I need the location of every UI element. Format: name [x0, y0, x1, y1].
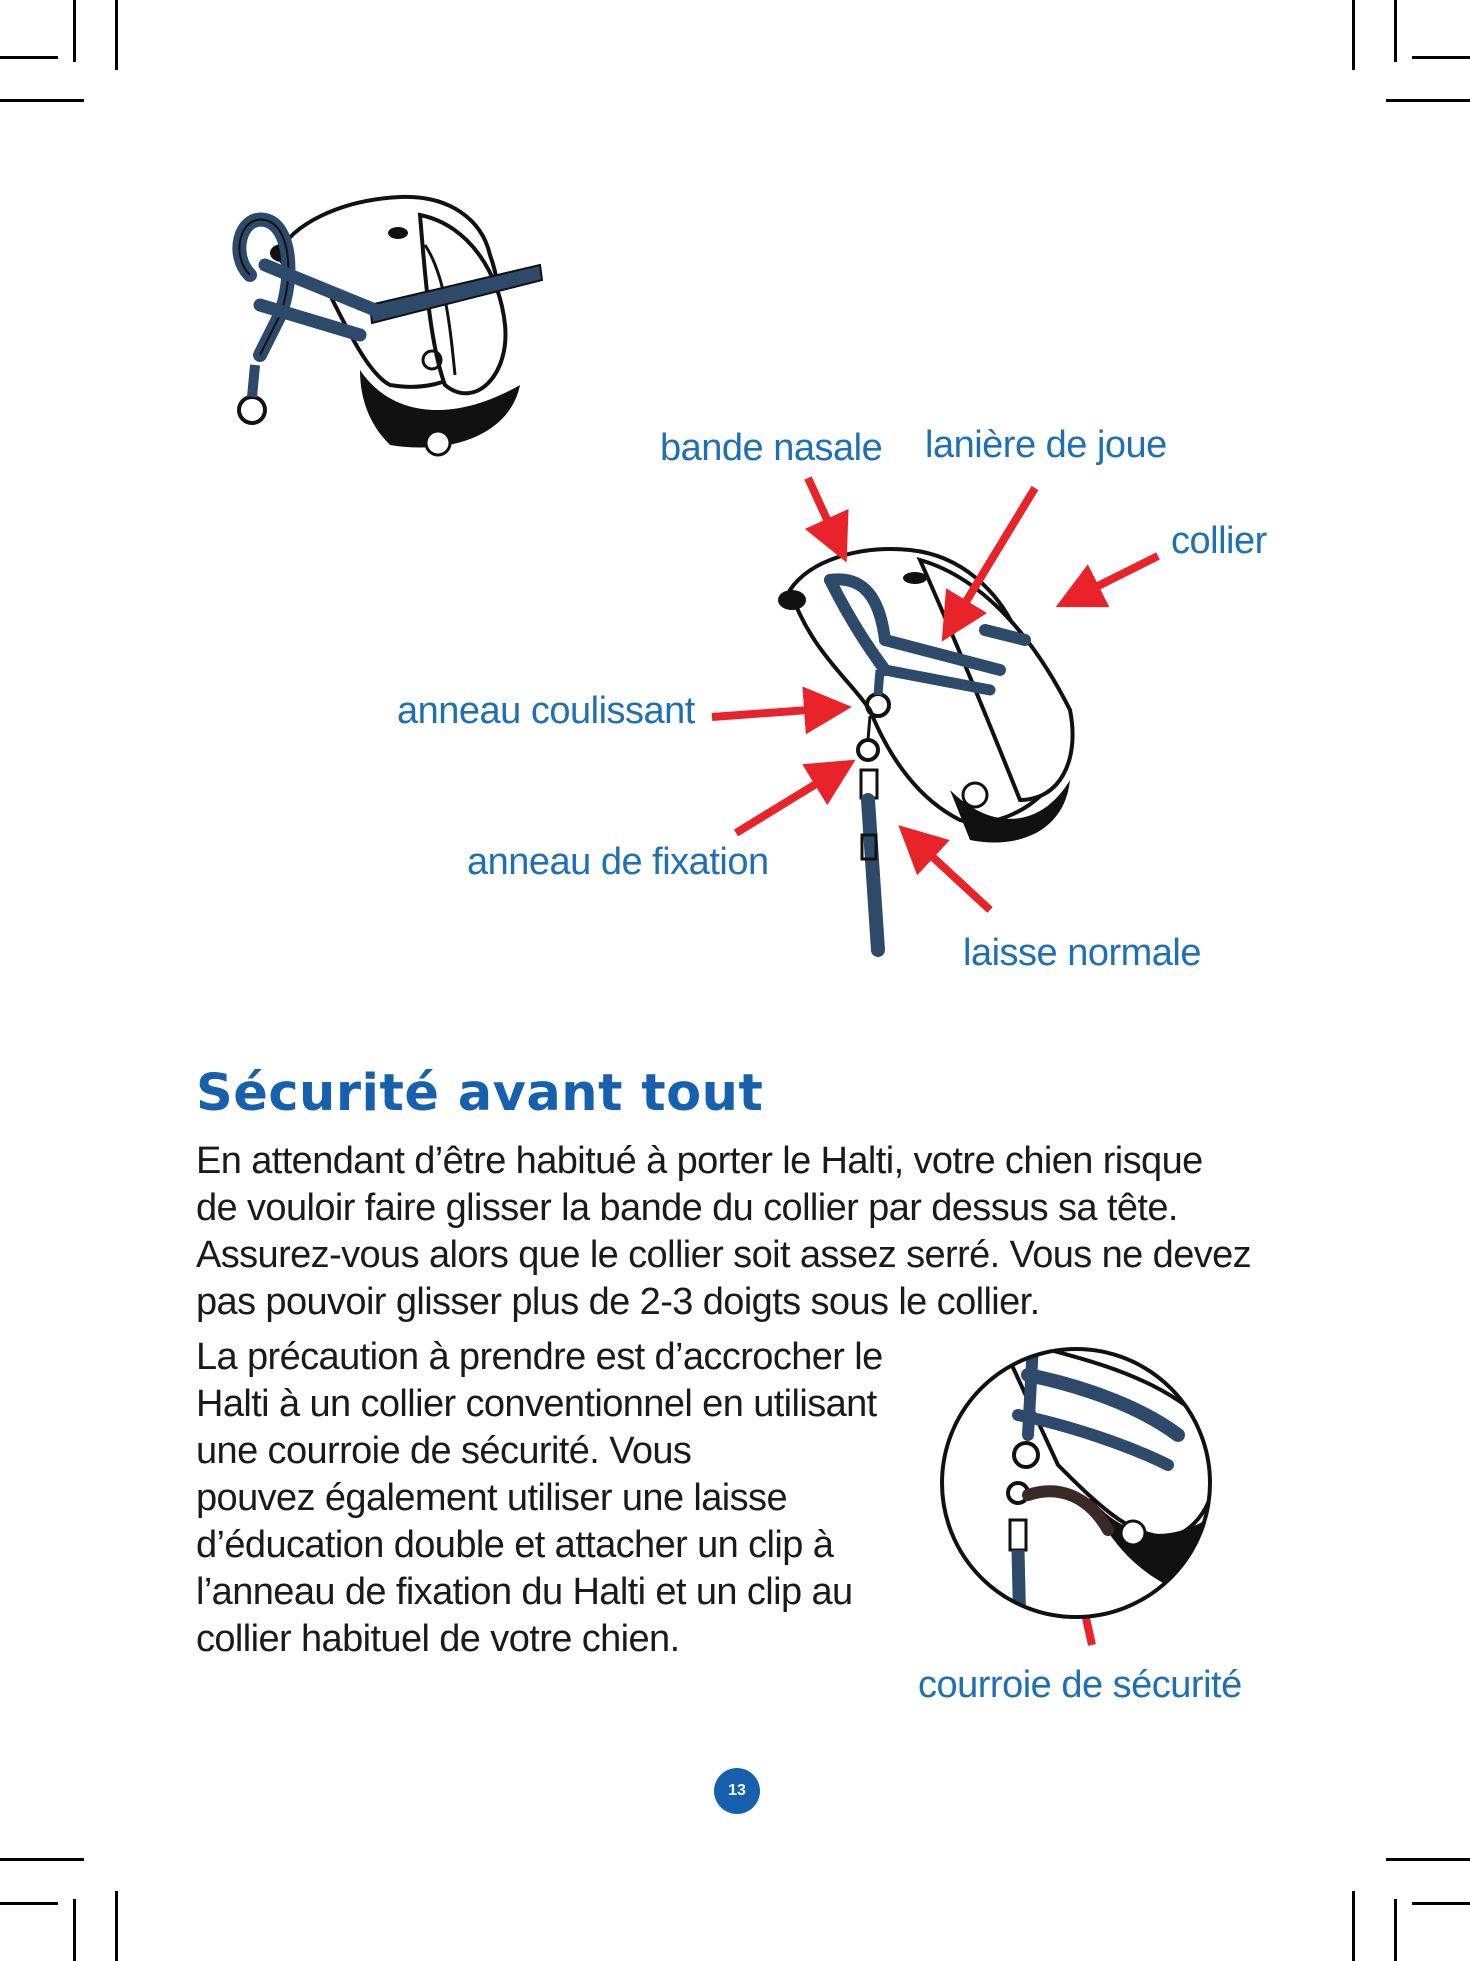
label-sliding-ring: anneau coulissant — [397, 690, 695, 732]
paragraph-1 — [196, 1138, 1251, 1326]
text-line: La précaution à prendre est d’accrocher le — [196, 1336, 883, 1378]
text-line: pouvez également utiliser une laisse — [196, 1477, 787, 1519]
label-cheek-strap: lanière de joue — [925, 424, 1167, 466]
text-line: pas pouvoir glisser plus de 2-3 doigts sous le collier. — [196, 1281, 1040, 1323]
text-line: une courroie de sécurité. Vous — [196, 1430, 692, 1472]
text-line: Assurez-vous alors que le collier soit assez serré. Vous ne devez — [196, 1234, 1252, 1276]
label-attachment-ring: anneau de fixation — [467, 841, 769, 883]
arrow-nose-band — [808, 478, 840, 548]
label-normal-leash: laisse normale — [963, 932, 1201, 974]
section-title: Sécurité avant tout — [196, 1064, 764, 1123]
text-line: de vouloir faire glisser la bande du collier par dessus sa tête. — [196, 1187, 1178, 1229]
arrow-attachment-ring — [736, 768, 842, 833]
text-line: Halti à un collier conventionnel en utilisant — [196, 1383, 877, 1425]
arrow-cheek-strap — [950, 488, 1035, 628]
text-line: d’éducation double et attacher un clip à — [196, 1524, 834, 1566]
safety-strap-illustration — [938, 1345, 1214, 1621]
paragraph-2 — [196, 1334, 883, 1663]
page-number-badge: 13 — [714, 1768, 760, 1814]
arrow-sliding-ring — [712, 708, 836, 717]
label-collar: collier — [1171, 520, 1267, 562]
arrow-normal-leash — [910, 836, 990, 910]
arrow-collar — [1070, 556, 1158, 600]
text-line: l’anneau de fixation du Halti et un clip au — [196, 1571, 853, 1613]
text-line: En attendant d’être habitué à porter le Halti, votre chien risque — [196, 1140, 1203, 1182]
label-nose-band: bande nasale — [660, 427, 883, 469]
label-safety-strap: courroie de sécurité — [918, 1664, 1242, 1706]
text-line: collier habituel de votre chien. — [196, 1618, 680, 1660]
